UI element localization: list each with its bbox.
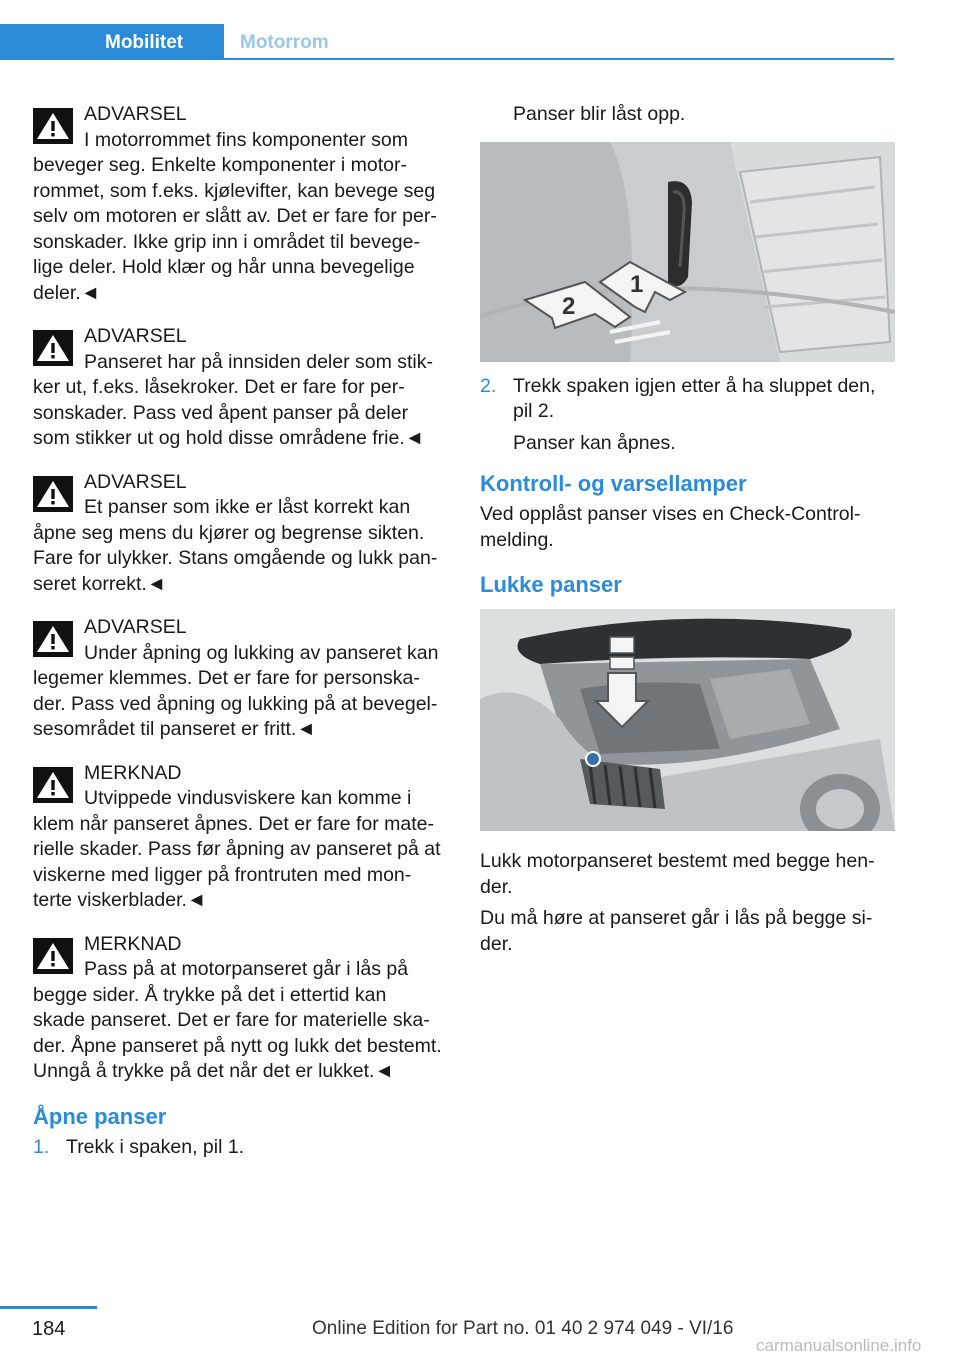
step-1-result: Panser blir låst opp. — [513, 103, 686, 125]
notice-text: Utvippede vindusviskere kan komme i klem når panseret åpnes. Det er fare for materielle skader. Pass før åpning av panseret på at viskerne med ligger på frontruten med monterte viskerblader.◄ — [33, 787, 441, 911]
lamps-text: Ved opplåst panser vises en Check-Control-melding. — [480, 503, 861, 551]
close-text-1: Lukk motorpanseret bestemt med begge hender. — [480, 850, 875, 898]
step-number: 2. — [480, 374, 497, 397]
online-edition-text: Online Edition for Part no. 01 40 2 974 049 - VI/16 — [312, 1318, 734, 1339]
warning-title: ADVARSEL — [84, 470, 187, 493]
step-1 — [33, 1135, 443, 1161]
notice-triangle-icon — [33, 767, 73, 803]
warning-text: Under åpning og lukking av panseret kan legemer klemmes. Det er fare for personskader. Pass ved åpning og lukking på at bevegelsesområdet til panseret er fritt.◄ — [33, 641, 439, 740]
section-heading-lamps: Kontroll- og varsellamper — [480, 471, 747, 496]
warning-triangle-icon — [33, 108, 73, 144]
close-hood-figure — [480, 609, 895, 831]
warning-text: Et panser som ikke er låst korrekt kan åpne seg mens du kjører og begrense sikten. Fare for ulykker. Stans omgående og lukk panseret korrekt.◄ — [33, 496, 438, 595]
warning-title: ADVARSEL — [84, 616, 187, 638]
warning-block — [33, 470, 443, 598]
section-heading-close-hood: Lukke panser — [480, 572, 622, 597]
car-hood-illustration — [480, 609, 895, 831]
right-column — [480, 102, 896, 963]
step-2-result: Panser kan åpnes. — [513, 431, 676, 454]
warning-triangle-icon — [33, 621, 73, 657]
tab-motorrom[interactable]: Motorrom — [240, 32, 329, 53]
warning-text: I motorrommet fins komponenter som beveger seg. Enkelte komponenter i motorrommet, som f.eks. kjølevifter, kan bevege seg selv om motoren er slått av. Det er fare for personskader. Ikke grip inn i området til bevegelige deler. Hold klær og hår unna bevegelige deler.◄ — [33, 128, 437, 304]
warning-title: ADVARSEL — [84, 325, 187, 347]
notice-block — [33, 761, 443, 914]
warning-title: ADVARSEL — [84, 103, 187, 125]
page-number: 184 — [32, 1318, 66, 1340]
chapter-header — [0, 24, 894, 60]
step-text: Trekk spaken igjen etter å ha sluppet den, pil 2. — [513, 374, 876, 422]
section-heading-open-hood: Åpne panser — [33, 1103, 167, 1129]
step-number: 1. — [33, 1135, 50, 1158]
tab-mobilitet[interactable]: Mobilitet — [105, 32, 184, 53]
hood-release-lever-figure — [480, 142, 895, 362]
warning-text: Panseret har på innsiden deler som stikker ut, f.eks. låsekroker. Det er fare for personskader. Pass ved åpent panser på deler som stikker ut og hold disse områdene frie.◄ — [33, 350, 434, 449]
arrow-label-2: 2 — [562, 292, 576, 320]
left-column — [33, 102, 443, 1160]
warning-block — [33, 615, 443, 743]
notice-title: MERKNAD — [84, 932, 182, 955]
warning-triangle-icon — [33, 330, 73, 366]
step-text: Trekk i spaken, pil 1. — [66, 1135, 245, 1158]
close-text-2: Du må høre at panseret går i lås på begge sider. — [480, 907, 873, 955]
notice-triangle-icon — [33, 938, 73, 974]
step-2 — [480, 374, 896, 425]
arrow-label-1: 1 — [630, 270, 644, 298]
lever-illustration — [480, 142, 895, 362]
watermark: carmanualsonline.info — [756, 1336, 922, 1355]
warning-triangle-icon — [33, 476, 73, 512]
notice-title: MERKNAD — [84, 761, 182, 784]
header-divider — [0, 58, 894, 60]
warning-block — [33, 102, 443, 306]
notice-block — [33, 932, 443, 1085]
footer-accent-line — [0, 1306, 97, 1309]
warning-block — [33, 324, 443, 452]
notice-text: Pass på at motorpanseret går i lås på begge sider. Å trykke på det i ettertid kan skade panseret. Det er fare for materielle skader. Åpne panseret på nytt og lukk det bestemt. Unngå å trykke på det når det er lukket.◄ — [33, 958, 442, 1082]
